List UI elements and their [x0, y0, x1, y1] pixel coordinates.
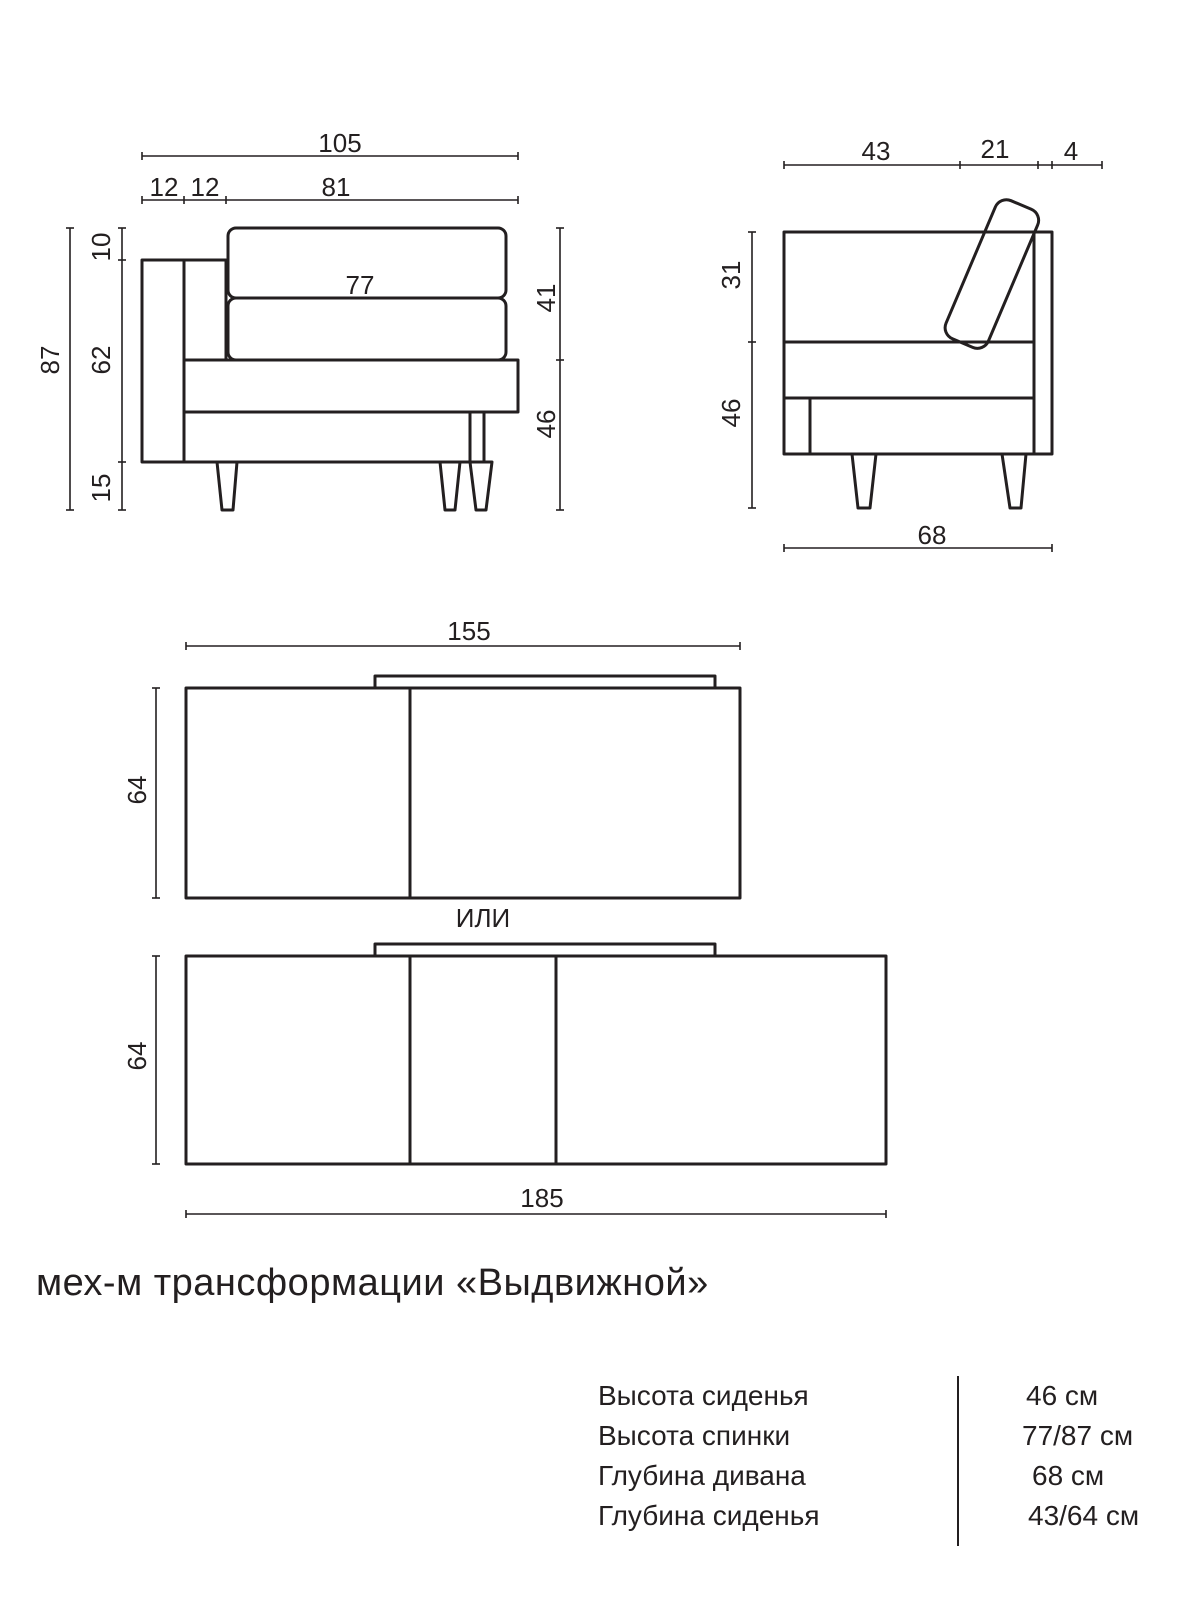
profile-leg-front — [852, 454, 876, 508]
dim-side-armrest-width-2: 12 — [190, 172, 220, 202]
dimension-lines — [66, 152, 1102, 1218]
dim-side-armrest-width-1: 12 — [149, 172, 179, 202]
spec-value: 77/87 см — [1022, 1420, 1134, 1451]
specs-table — [598, 1380, 1178, 1546]
dim-side-leg-height: 15 — [86, 473, 116, 503]
profile-back-panel — [1034, 232, 1052, 454]
plan-closed-seat-right — [410, 688, 740, 898]
spec-value: 43/64 см — [1028, 1500, 1140, 1531]
side-back-cushion-bottom — [228, 298, 506, 360]
plan-closed-back — [375, 676, 715, 688]
dim-profile-seat-height: 46 — [716, 398, 746, 428]
spec-label: Высота сиденья — [598, 1380, 809, 1411]
dim-side-total-width: 105 — [318, 128, 362, 158]
side-armrest-inner — [184, 260, 226, 360]
side-leg-right-1 — [440, 462, 460, 510]
spec-label: Глубина сиденья — [598, 1500, 820, 1531]
dim-profile-seat-depth: 43 — [861, 136, 891, 166]
dim-plan-depth-closed: 64 — [122, 775, 152, 805]
plan-open-seat-right — [556, 956, 886, 1164]
dim-side-seat-width: 81 — [321, 172, 351, 202]
dim-side-cushion-offset: 10 — [86, 232, 116, 262]
plan-open-seat-middle — [410, 956, 556, 1164]
dim-side-back-height: 41 — [531, 283, 561, 313]
side-base-end — [470, 412, 484, 462]
side-leg-right-2 — [470, 462, 492, 510]
side-armrest — [142, 260, 184, 462]
spec-row-seat-height — [598, 1380, 1178, 1420]
dim-plan-width-open: 185 — [520, 1183, 564, 1213]
dim-profile-total-depth: 68 — [917, 520, 947, 550]
dim-side-back-cushion: 77 — [345, 270, 375, 300]
dim-side-total-height: 87 — [35, 345, 65, 375]
spec-row-back-height — [598, 1420, 1178, 1460]
dim-side-seat-height: 46 — [531, 409, 561, 439]
or-label: ИЛИ — [455, 903, 511, 933]
spec-label: Глубина дивана — [598, 1460, 806, 1491]
mechanism-caption: мех-м трансформации «Выдвижной» — [36, 1262, 709, 1304]
plan-closed-seat-left — [186, 688, 410, 898]
spec-label: Высота спинки — [598, 1420, 791, 1451]
dim-profile-back-depth: 21 — [980, 134, 1010, 164]
dim-profile-frame-depth: 4 — [1063, 136, 1079, 166]
spec-row-seat-depth — [598, 1500, 1178, 1540]
profile-base — [810, 398, 1034, 454]
dim-plan-width-closed: 155 — [447, 616, 491, 646]
plan-open-seat-left — [186, 956, 410, 1164]
side-leg-left — [217, 462, 237, 510]
spec-value: 46 см — [1026, 1380, 1099, 1411]
dim-side-armrest-height: 62 — [86, 345, 116, 375]
dim-plan-depth-open: 64 — [122, 1041, 152, 1071]
plan-open-back — [375, 944, 715, 956]
side-base — [184, 412, 470, 462]
spec-value: 68 см — [1032, 1460, 1105, 1491]
spec-row-sofa-depth — [598, 1460, 1178, 1500]
sofa-outlines — [142, 196, 1052, 1164]
profile-base-front — [784, 398, 810, 454]
profile-leg-back — [1002, 454, 1026, 508]
dim-profile-back-height: 31 — [716, 260, 746, 290]
side-seat-cushion — [184, 360, 518, 412]
profile-pillow — [941, 196, 1042, 352]
profile-seat-cushion — [784, 342, 1034, 398]
